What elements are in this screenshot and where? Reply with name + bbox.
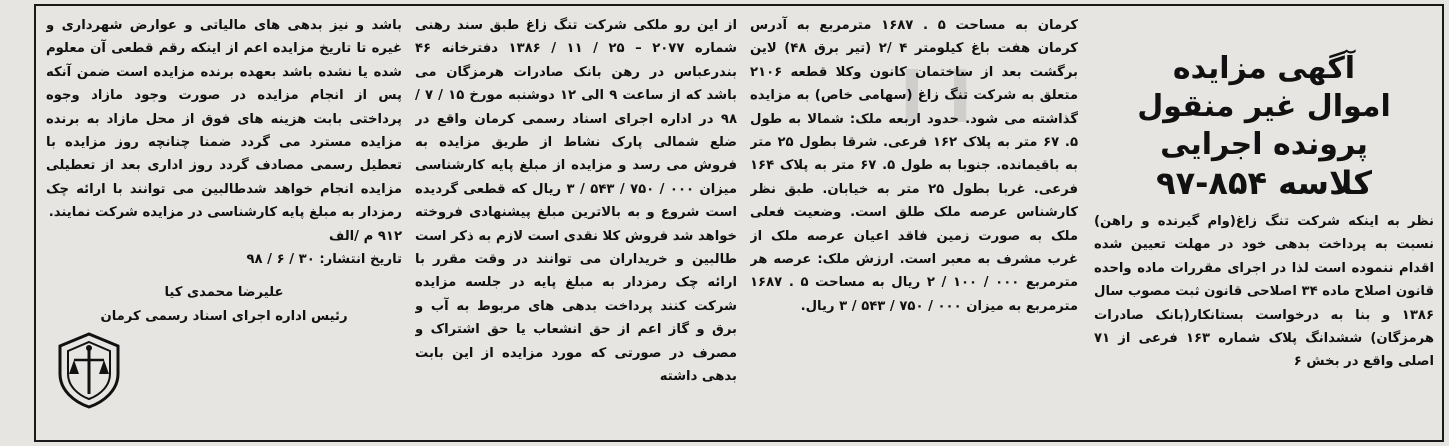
paragraph-3: از این رو ملکی شرکت تنگ زاغ طبق سند رهنی شماره ۲۰۷۷ – ۲۵ / ۱۱ / ۱۳۸۶ دفترخانه ۴۶ بندرعباس در رهن بانک صادرات هرمزگان می باشد که از ساعت ۹ الی ۱۲ دوشنبه مورخ ۱۵ / ۷ / ۹۸ در اداره اجرای اسناد رسمی کرمان واقع در ضلع شمالی پارک نشاط از طریق مزایده به فروش می رسد و مزایده از مبلغ پایه کارشناسی میزان ۰۰۰ / ۷۵۰ / ۵۴۳ / ۳ ریال که قطعی گردیده است شروع و به بالاترین مبلغ پیشنهادی فروخته خواهد شد فروش کلا نقدی است لازم به ذکر است طالبین و خریداران می توانند در وقت مقرر با ارائه چک رمزدار به مبلغ پایه در جلسه مزایده شرکت کنند پرداخت بدهی های مربوط به آب و برق و گاز اعم از حق انشعاب یا حق اشتراک و مصرف در صورتی که مورد مزایده از این بابت بدهی داشته [415,18,737,385]
text-column-3 [415,14,737,438]
paragraph-1: نظر به اینکه شرکت تنگ زاغ(وام گیرنده و راهن) نسبت به پرداخت بدهی خود در مهلت تعیین شده اقدام ننموده است لذا در اجرای مقررات ماده واحده قانون اصلاح ماده ۳۴ اصلاحی قانون ثبت مصوب سال ۱۳۸۶ و بنا به درخواست بستانکار(بانک صادرات هرمزگان) ششدانگ پلاک شماره ۱۶۳ فرعی از ۷۱ اصلی واقع در بخش ۶ [1094,214,1434,370]
headline-line-2: اموال غیر منقول [1137,89,1391,124]
text-column-2 [750,14,1078,438]
headline-case-number: کلاسه ۸۵۴-۹۷ [1156,164,1372,202]
headline-line-3: پرونده اجرایی [1160,127,1368,162]
signature-block [46,225,402,329]
headline-line-1: آگهی مزایده [1172,51,1356,86]
headline [1094,50,1434,202]
signatory-title: رئیس اداره اجرای اسناد رسمی کرمان [100,308,348,324]
judiciary-emblem-icon [54,330,124,410]
publish-date: تاریخ انتشار: ۳۰ / ۶ / ۹۸ [246,252,402,268]
paragraph-4: باشد و نیز بدهی های مالیاتی و عوارض شهرداری و غیره تا تاریخ مزایده اعم از اینکه رقم قطعی آن معلوم شده یا نشده باشد بعهده برنده مزایده است ضمن آنکه پس از انجام مزایده در صورت وجود مازاد وجوه پرداختی بابت هزینه های فوق از محل مازاد به برنده مزایده مسترد می گردد ضمنا چنانچه روز مزایده با تعطیل رسمی مصادف گردد روز اداری بعد از تعطیلی مزایده انجام خواهد شدطالبین می توانند با ارائه چک رمزدار به مبلغ پایه کارشناسی در مزایده شرکت نمایند. [46,18,402,221]
svg-text:ا ا: ا ا [899,57,973,139]
notice-frame [34,4,1444,442]
notice-code: ۹۱۲ م /الف [329,228,402,244]
paragraph-2: کرمان به مساحت ۵ . ۱۶۸۷ مترمربع به آدرس کرمان هفت باغ کیلومتر ۴ /۲ (تیر برق ۴۸) لاین برگشت بعد از ساختمان کانون وکلا قطعه ۲۱۰۶ متعلق به شرکت تنگ زاغ (سهامی خاص) به مزایده گذاشته می شود. حدود اربعه ملک: شمالا به طول ۵. ۶۷ متر به پلاک ۱۶۲ فرعی. شرقا بطول ۲۵ متر به باقیمانده. جنوبا به طول ۵. ۶۷ متر به پلاک ۱۶۴ فرعی. غربا بطول ۲۵ متر به خیابان. طبق نظر کارشناس عرصه ملک طلق است. وضعیت فعلی ملک به صورت زمین فاقد اعیان عرصه ملک از غرب مشرف به معبر است. ارزش ملک: عرصه هر مترمربع ۰۰۰ / ۱۰۰ / ۲ ریال به مساحت ۵ . ۱۶۸۷ مترمربع به میزان ۰۰۰ / ۷۵۰ / ۵۴۳ / ۳ ریال. [750,18,1078,314]
headline-column [1094,14,1434,438]
signatory-name: علیرضا محمدی کیا [164,285,284,301]
text-column-4 [46,14,402,438]
